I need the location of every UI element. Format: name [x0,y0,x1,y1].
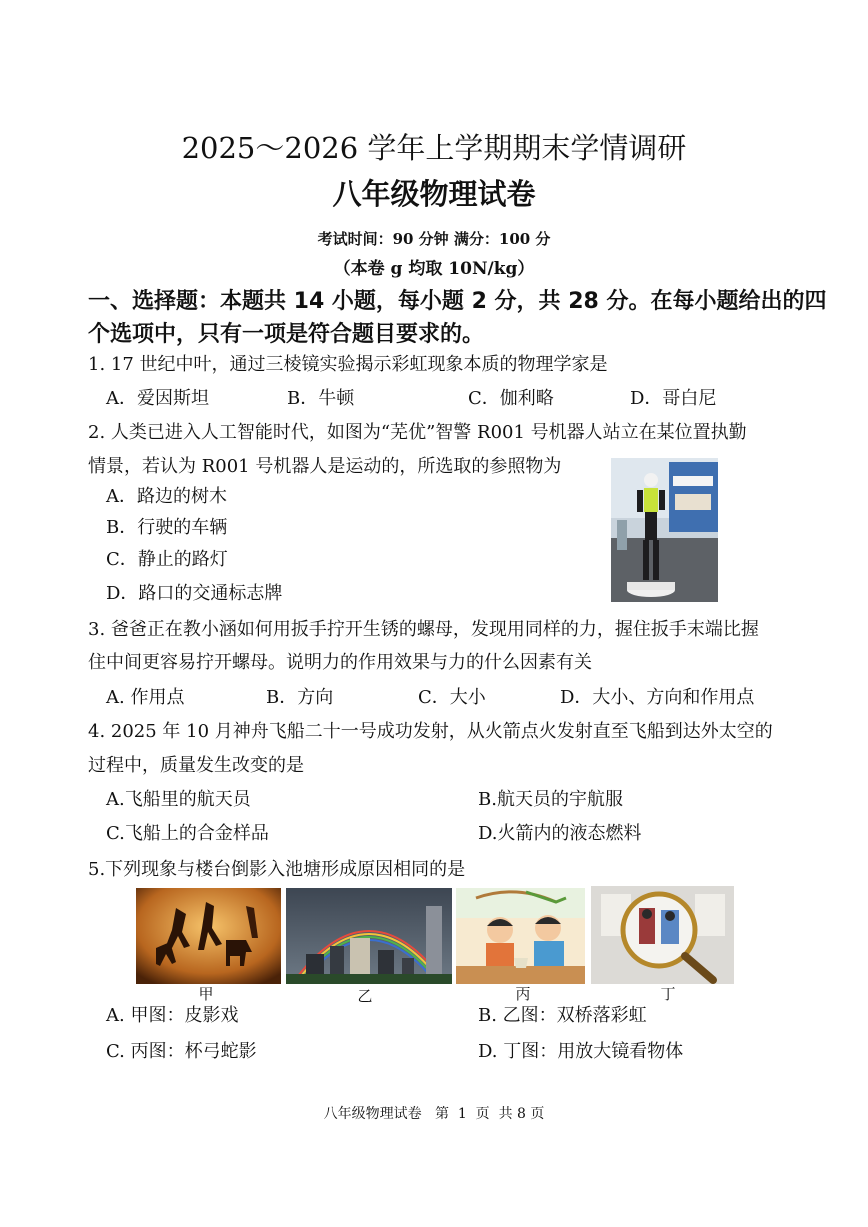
question-3-stem-line2: 住中间更容易拧开螺母。说明力的作用效果与力的什么因素有关 [88,652,592,673]
question-3-option-b: B．方向 [266,687,334,708]
question-2-option-d: D．路口的交通标志牌 [106,583,283,604]
question-5-option-d: D. 丁图：用放大镜看物体 [478,1041,684,1062]
rainbow-photo [286,888,452,984]
question-1-option-a: A．爱因斯坦 [106,388,209,409]
question-2-stem-line1: 2. 人类已进入人工智能时代，如图为“芜优”智警 R001 号机器人站立在某位置执勤 [88,422,747,443]
exam-subtitle: 八年级物理试卷 [332,177,536,211]
question-2-option-a: A．路边的树木 [106,486,227,507]
question-4-stem-line1: 4. 2025 年 10 月神舟飞船二十一号成功发射，从火箭点火发射直至飞船到达外太空的 [88,721,773,742]
section-heading-line2: 个选项中，只有一项是符合题目要求的。 [88,322,485,347]
question-5-option-b: B. 乙图：双桥落彩虹 [478,1005,647,1026]
question-3-stem-line1: 3. 爸爸正在教小涵如何用扳手拧开生锈的螺母，发现用同样的力，握住扳手末端比握 [88,619,759,640]
caption-ding: 丁 [660,985,676,1003]
cup-bow-cartoon [456,888,585,984]
section-heading-line1: 一、选择题：本题共 14 小题，每小题 2 分，共 28 分。在每小题给出的四 [88,289,827,314]
magnifier-photo [591,886,734,984]
question-3-option-d: D．大小、方向和作用点 [560,687,755,708]
question-5-option-a: A. 甲图：皮影戏 [106,1005,239,1026]
question-5-option-c: C. 丙图：杯弓蛇影 [106,1041,257,1062]
question-4-stem-line2: 过程中，质量发生改变的是 [88,755,304,776]
question-5-stem: 5.下列现象与楼台倒影入池塘形成原因相同的是 [88,859,466,880]
question-2-stem-line2: 情景，若认为 R001 号机器人是运动的，所选取的参照物为 [88,456,562,477]
question-3-option-a: A. 作用点 [106,687,185,708]
question-3-option-c: C．大小 [418,687,486,708]
question-2-option-b: B．行驶的车辆 [106,517,228,538]
question-4-option-c: C.飞船上的合金样品 [106,823,269,844]
question-4-option-b: B.航天员的宇航服 [478,789,623,810]
question-1-option-d: D．哥白尼 [630,388,717,409]
caption-jia: 甲 [198,985,214,1003]
caption-bing: 丙 [515,985,531,1003]
exam-info: 考试时间：90 分钟 满分：100 分 [317,230,551,248]
question-1-stem: 1. 17 世纪中叶，通过三棱镜实验揭示彩虹现象本质的物理学家是 [88,354,608,375]
page-footer: 八年级物理试卷 第 1 页 共 8 页 [323,1106,545,1122]
exam-note: （本卷 g 均取 10N/kg） [333,259,535,279]
caption-yi: 乙 [357,987,373,1005]
question-2-option-c: C．静止的路灯 [106,549,228,570]
robot-police-photo [611,458,718,602]
shadow-puppet-photo [136,888,281,984]
exam-title: 2025～2026 学年上学期期末学情调研 [181,131,687,165]
question-1-option-c: C．伽利略 [468,388,554,409]
question-1-option-b: B．牛顿 [287,388,355,409]
question-4-option-a: A.飞船里的航天员 [106,789,251,810]
question-4-option-d: D.火箭内的液态燃料 [478,823,642,844]
